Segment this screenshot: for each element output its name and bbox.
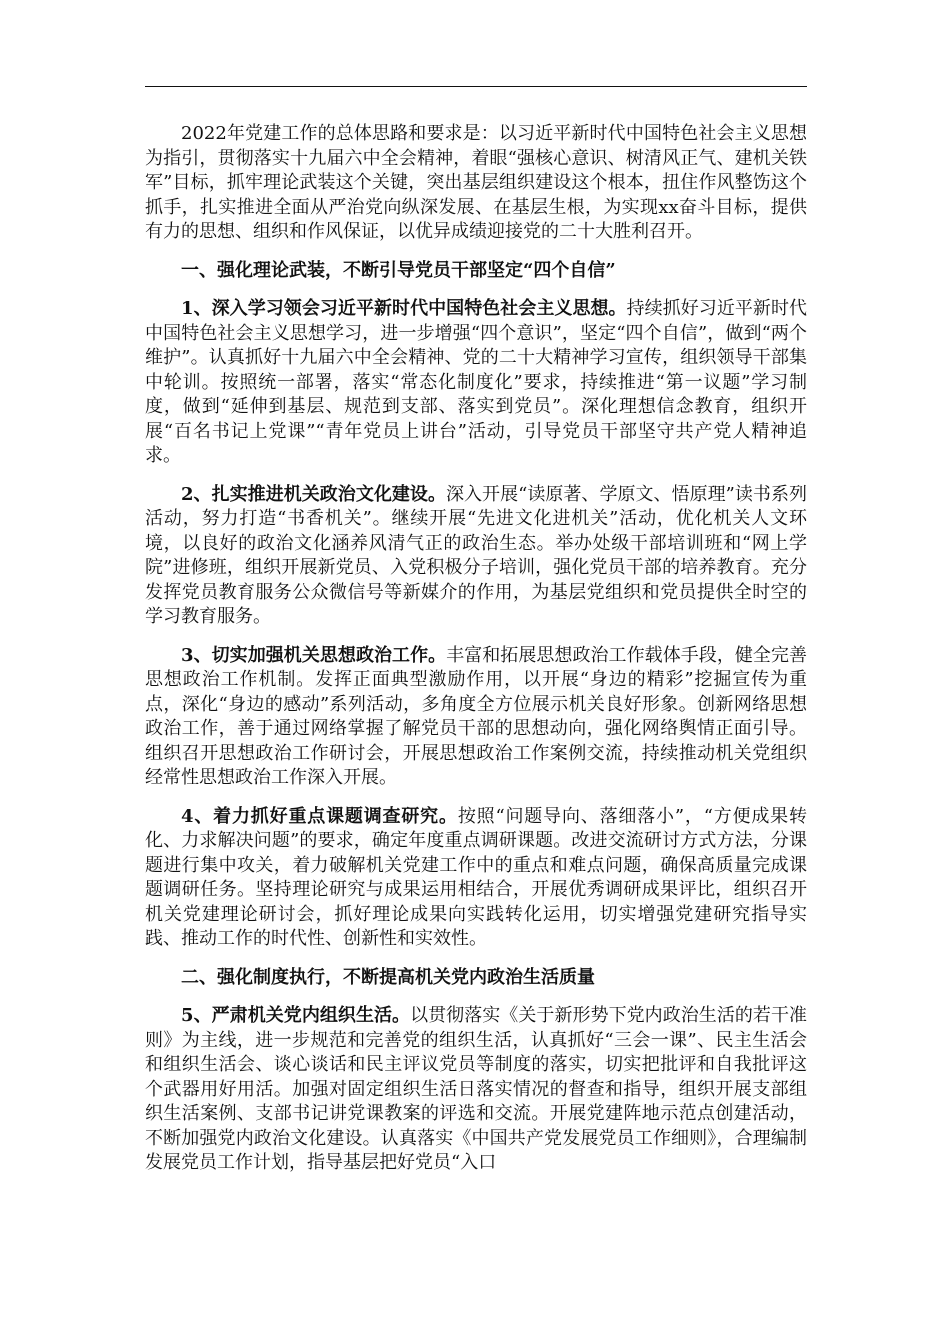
item-text-2: 深入开展“读原著、学原文、悟原理”读书系列活动，努力打造“书香机关”。继续开展“先进文化进机关”活动，优化机关人文环境，以良好的政治文化涵养风清气正的政治生态。举办处级干部培训班和“网上学院”进修班，组织开展新党员、入党积极分子培训，强化党员干部的培养教育。充分发挥党员教育服务公众微信号等新媒介的作用，为基层党组织和党员提供全时空的学习教育服务。 xyxy=(145,483,807,627)
item-paragraph-5 xyxy=(145,1004,807,1176)
section-heading-1: 一、强化理论武装，不断引导党员干部坚定“四个自信” xyxy=(181,259,616,281)
item-text-1: 持续抓好习近平新时代中国特色社会主义思想学习，进一步增强“四个意识”，坚定“四个自信”，做到“两个维护”。认真抓好十九届六中全会精神、党的二十大精神学习宣传，组织领导干部集中轮训。按照统一部署，落实“常态化制度化”要求，持续推进“第一议题”学习制度，做到“延伸到基层、规范到支部、落实到党员”。深化理想信念教育，组织开展“百名书记上党课”“青年党员上讲台”活动，引导党员干部坚守共产党人精神追求。 xyxy=(145,298,807,466)
item-paragraph-4 xyxy=(145,805,807,952)
document-page xyxy=(145,0,807,1344)
document-body xyxy=(145,122,807,1190)
item-title-5: 5、严肃机关党内组织生活。 xyxy=(181,1005,411,1026)
intro-paragraph: 2022年党建工作的总体思路和要求是：以习近平新时代中国特色社会主义思想为指引，贯彻落实十九届六中全会精神，着眼“强核心意识、树清风正气、建机关铁军”目标，抓牢理论武装这个关键，突出基层组织建设这个根本，扭住作风整饬这个抓手，扎实推进全面从严治党向纵深发展、在基层生根，为实现xx奋斗目标，提供有力的思想、组织和作风保证，以优异成绩迎接党的二十大胜利召开。 xyxy=(145,123,807,242)
item-title-3: 3、切实加强机关思想政治工作。 xyxy=(181,644,447,666)
item-paragraph-2 xyxy=(145,483,807,630)
item-title-2: 2、扎实推进机关政治文化建设。 xyxy=(181,483,446,505)
header-divider xyxy=(145,86,807,87)
item-title-4: 4、着力抓好重点课题调查研究。 xyxy=(181,805,458,827)
item-text-5: 以贯彻落实《关于新形势下党内政治生活的若干准则》为主线，进一步规范和完善党的组织生活，认真抓好“三会一课”、民主生活会和组织生活会、谈心谈话和民主评议党员等制度的落实，切实把批评和自我批评这个武器用好用活。加强对固定组织生活日落实情况的督查和指导，组织开展支部组织生活案例、支部书记讲党课教案的评选和交流。开展党建阵地示范点创建活动，不断加强党内政治文化建设。认真落实《中国共产党发展党员工作细则》，合理编制发展党员工作计划，指导基层把好党员“入口 xyxy=(145,1005,807,1173)
item-title-1: 1、深入学习领会习近平新时代中国特色社会主义思想。 xyxy=(181,298,627,319)
item-paragraph-1 xyxy=(145,297,807,469)
item-text-4: 按照“问题导向、落细落小”，“方便成果转化、力求解决问题”的要求，确定年度重点调研课题。改进交流研讨方式方法，分课题进行集中攻关，着力破解机关党建工作中的重点和难点问题，确保高质量完成课题调研任务。坚持理论研究与成果运用相结合，开展优秀调研成果评比，组织召开机关党建理论研讨会，抓好理论成果向实践转化运用，切实增强党建研究指导实践、推动工作的时代性、创新性和实效性。 xyxy=(145,805,808,949)
item-text-3: 丰富和拓展思想政治工作载体手段，健全完善思想政治工作机制。发挥正面典型激励作用，以开展“身边的精彩”挖掘宣传为重点，深化“身边的感动”系列活动，多角度全方位展示机关良好形象。创新网络思想政治工作，善于通过网络掌握了解党员干部的思想动向，强化网络舆情正面引导。组织召开思想政治工作研讨会，开展思想政治工作案例交流，持续推动机关党组织经常性思想政治工作深入开展。 xyxy=(145,644,807,788)
section-heading-2: 二、强化制度执行，不断提高机关党内政治生活质量 xyxy=(181,966,595,988)
item-paragraph-3 xyxy=(145,644,807,791)
